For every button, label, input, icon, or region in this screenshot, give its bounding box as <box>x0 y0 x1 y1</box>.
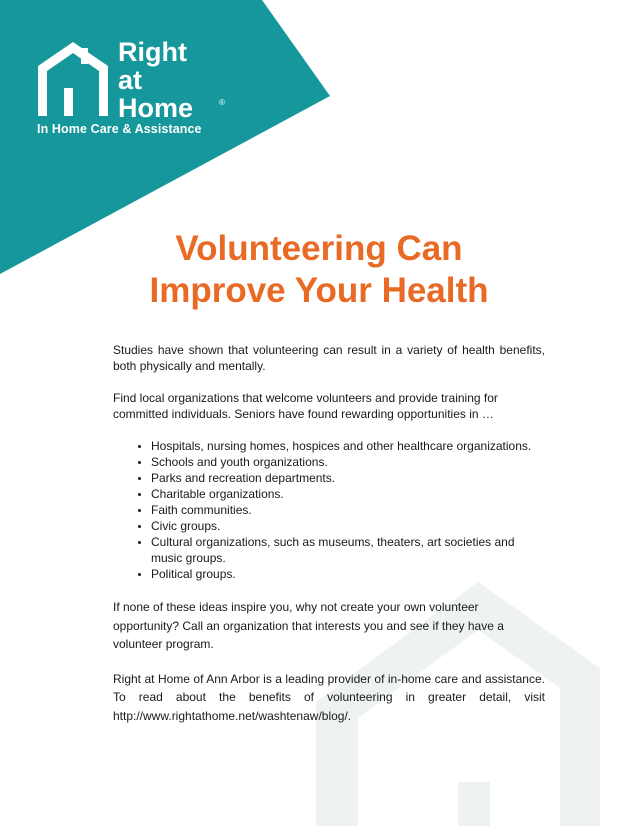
opportunity-list <box>113 438 545 582</box>
registered-mark: ® <box>219 98 225 107</box>
list-item: • Parks and recreation departments. <box>151 470 545 486</box>
intro-paragraph: Studies have shown that volunteering can result in a variety of health benefits, both physically and mentally. <box>113 343 545 373</box>
brand-line-1: Right <box>118 37 187 67</box>
article-body <box>113 342 545 741</box>
list-item: • Schools and youth organizations. <box>151 454 545 470</box>
brand-line-3: Home <box>118 93 194 123</box>
list-item: • Faith communities. <box>151 502 545 518</box>
list-item: • Civic groups. <box>151 518 545 534</box>
list-item: • Hospitals, nursing homes, hospices and other healthcare organizations. <box>151 438 545 454</box>
title-line-1: Volunteering Can <box>175 229 463 268</box>
list-item: • Political groups. <box>151 566 545 582</box>
title-line-2: Improve Your Health <box>149 271 489 310</box>
find-paragraph: Find local organizations that welcome volunteers and provide training for committed individuals. Seniors have found rewarding opportunities in … <box>113 391 498 421</box>
inspire-paragraph: If none of these ideas inspire you, why not create your own volunteer opportunity? Call an organization that interests you and see if they have a volunteer program. <box>113 600 504 651</box>
brand-line-2: at <box>118 65 143 95</box>
page-title <box>0 228 638 312</box>
list-item: • Cultural organizations, such as museums, theaters, art societies and music groups. <box>151 534 545 566</box>
brand-name <box>118 38 193 122</box>
brand-tagline: In Home Care & Assistance <box>37 122 202 136</box>
list-item: • Charitable organizations. <box>151 486 545 502</box>
closing-paragraph: Right at Home of Ann Arbor is a leading provider of in-home care and assistance. To read about the benefits of volunteering in greater detail, visit http://www.rightathome.net/washtenaw/blog/. <box>113 671 545 723</box>
